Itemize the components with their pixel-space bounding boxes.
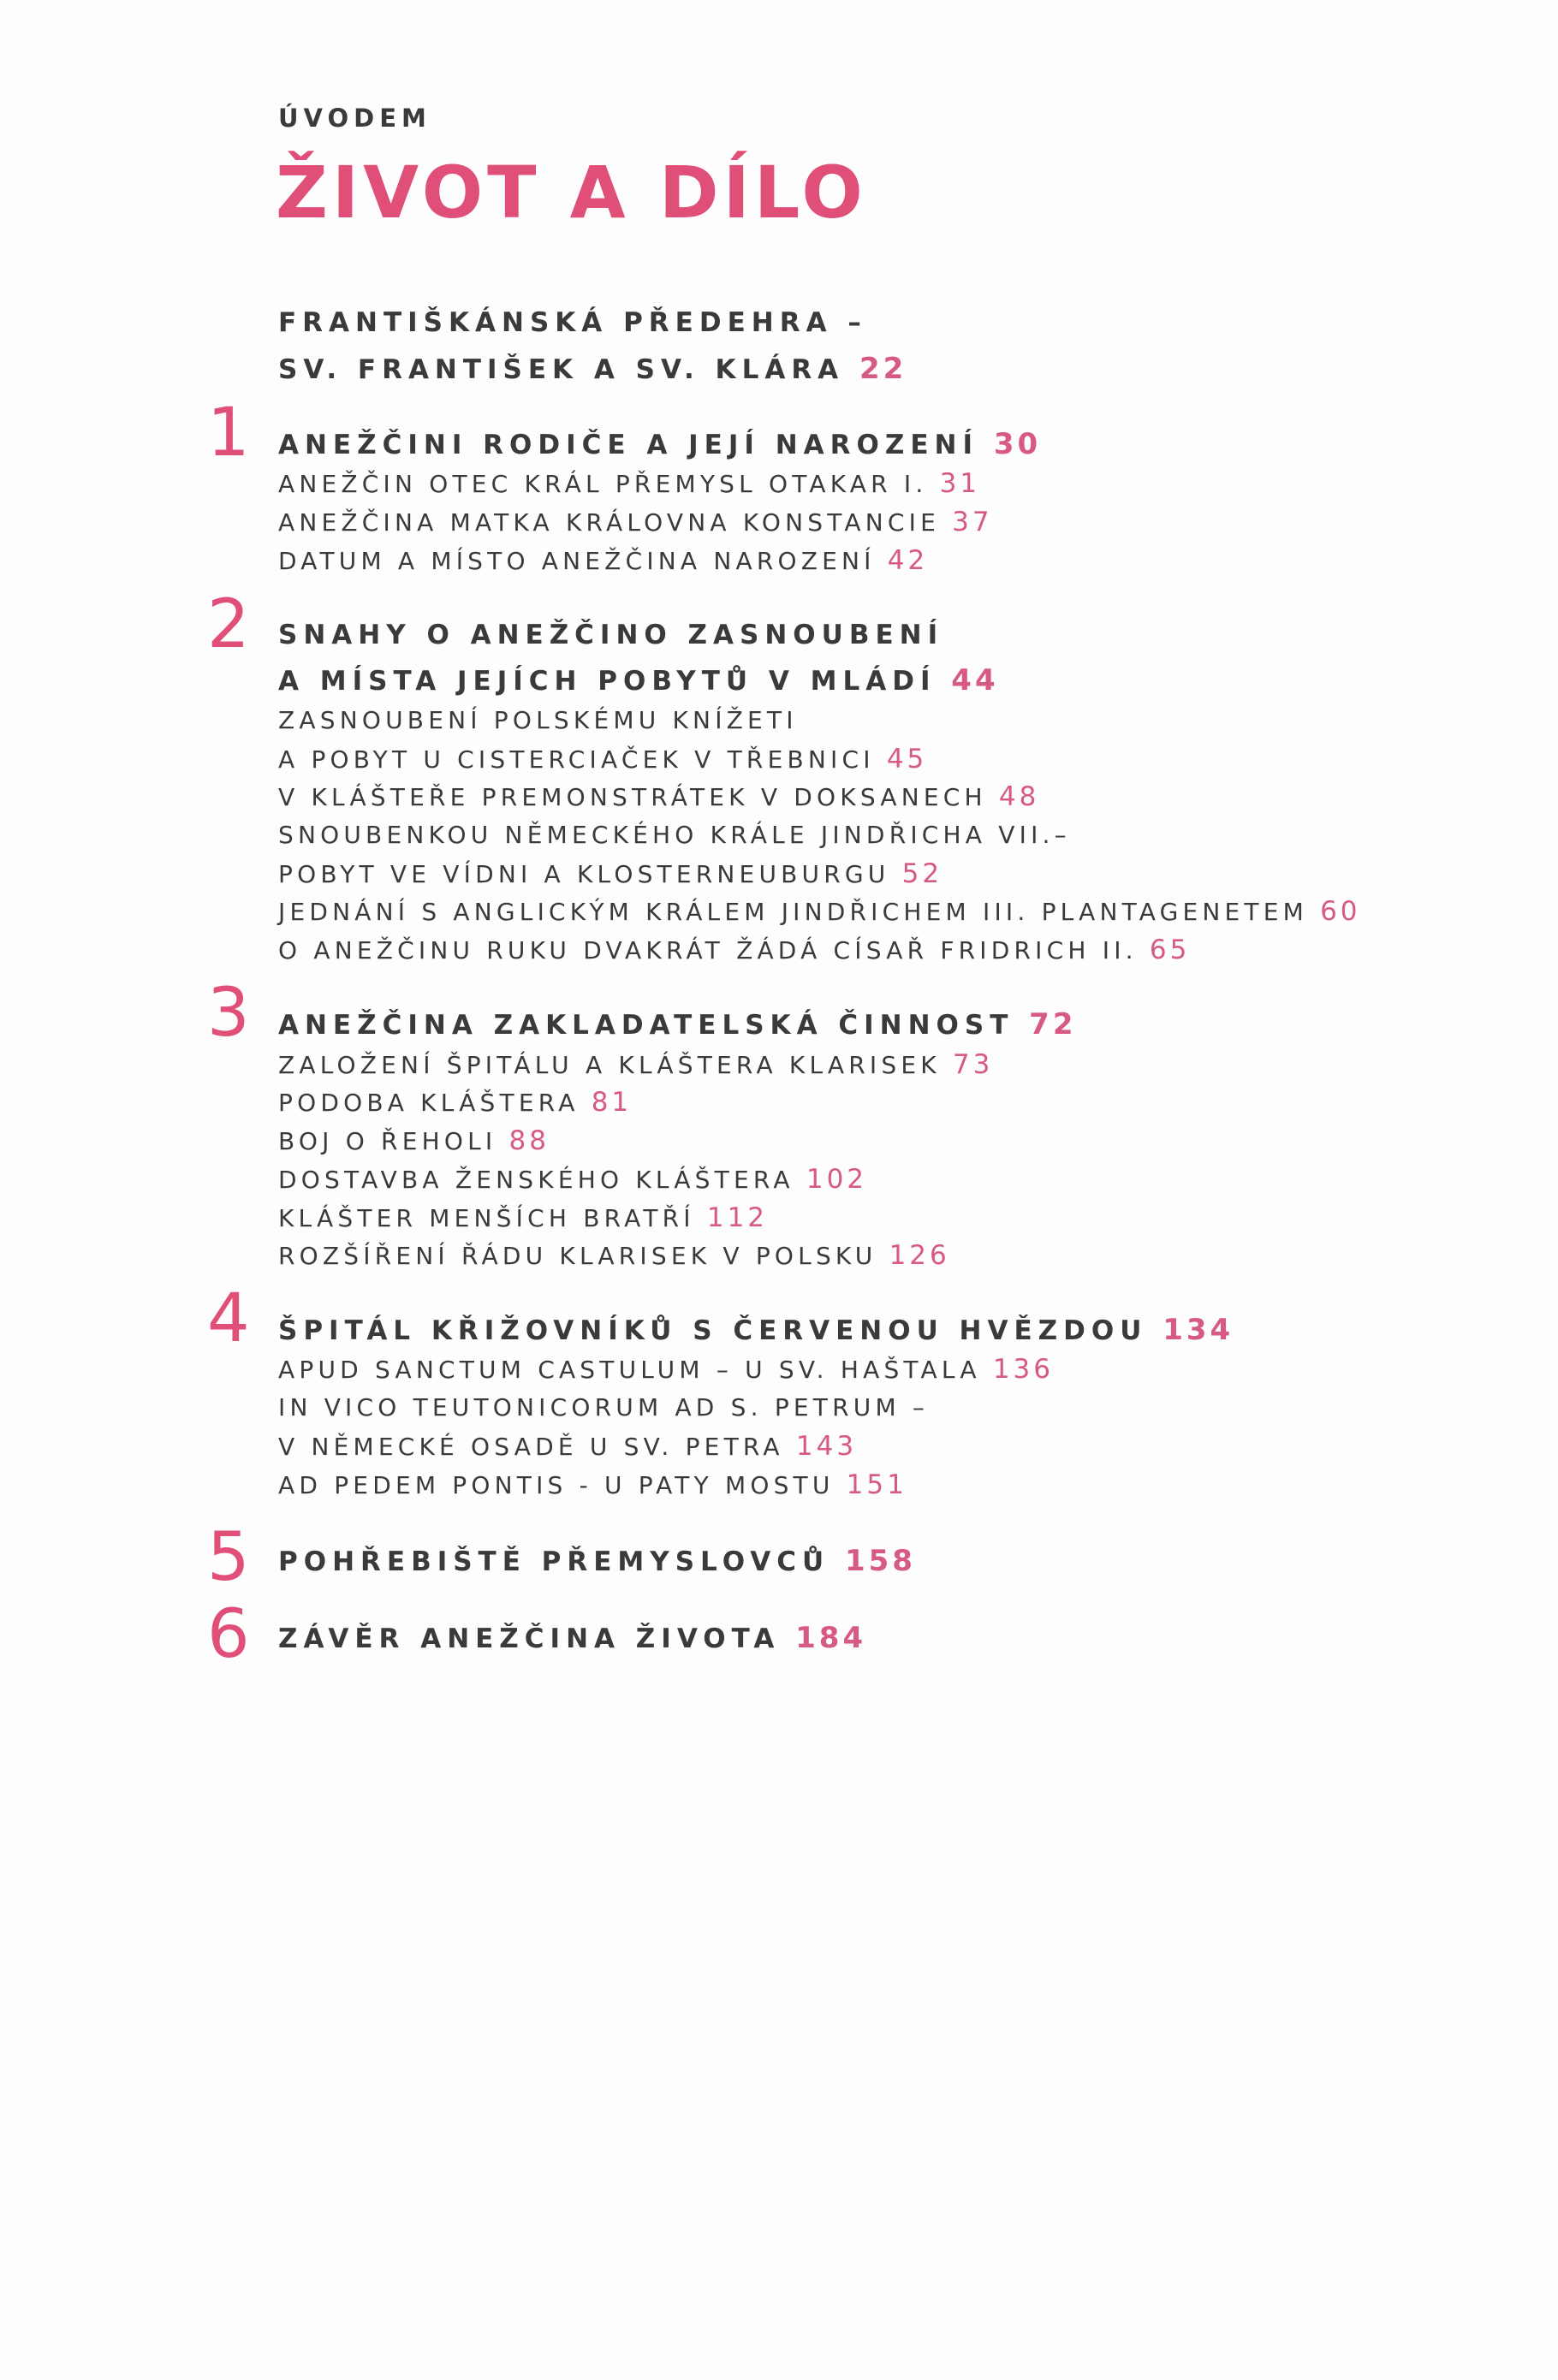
toc-entry [278, 542, 928, 580]
toc-entry-page: 151 [846, 1469, 907, 1500]
toc-entry-page: 48 [998, 781, 1040, 812]
chapter-3-title-text: ANEŽČINA ZAKLADATELSKÁ ČINNOST [278, 1010, 1014, 1041]
toc-entry-page: 143 [795, 1431, 858, 1462]
toc-entry-text: IN VICO TEUTONICORUM AD S. PETRUM – [278, 1393, 930, 1421]
chapter-number-6: 6 [207, 1596, 250, 1673]
toc-entry [278, 1083, 632, 1122]
toc-entry [278, 1350, 1054, 1389]
toc-entry-page: 52 [901, 858, 943, 889]
chapter-6-page: 184 [795, 1621, 867, 1655]
chapter-number-2: 2 [207, 586, 250, 663]
toc-entry-page: 102 [806, 1164, 868, 1195]
toc-entry-text: AD PEDEM PONTIS - U PATY MOSTU [278, 1471, 835, 1499]
toc-entry-page: 81 [591, 1087, 633, 1118]
toc-entry-page: 112 [706, 1202, 769, 1233]
toc-entry-text: KLÁŠTER MENŠÍCH BRATŘÍ [278, 1204, 695, 1232]
chapter-1-title [278, 425, 1041, 464]
chapter-4-title-text: ŠPITÁL KŘIŽOVNÍKŮ S ČERVENOU HVĚZDOU [278, 1315, 1148, 1346]
chapter-3-title [278, 1006, 1077, 1044]
toc-entry [278, 931, 1190, 970]
chapter-5-title-text: POHŘEBIŠTĚ PŘEMYSLOVCŮ [278, 1546, 830, 1577]
toc-entry-page: 42 [887, 545, 929, 576]
toc-entry-text: SNOUBENKOU NĚMECKÉHO KRÁLE JINDŘICHA VII.– [278, 821, 1071, 849]
toc-entry [278, 1237, 950, 1275]
chapter-5-title [278, 1542, 916, 1581]
toc-entry-text: ANEŽČIN OTEC KRÁL PŘEMYSL OTAKAR I. [278, 470, 928, 498]
toc-entry [278, 1160, 867, 1199]
chapter-5-page: 158 [844, 1544, 916, 1578]
prelude-title-line2-text: SV. FRANTIŠEK A SV. KLÁRA [278, 354, 845, 385]
toc-entry-text: POBYT VE VÍDNI A KLOSTERNEUBURGU [278, 860, 890, 888]
chapter-1-title-text: ANEŽČINI RODIČE A JEJÍ NAROZENÍ [278, 430, 979, 460]
prelude-page-number: 22 [859, 352, 907, 386]
toc-entry [278, 740, 927, 779]
toc-entry-text: ANEŽČINA MATKA KRÁLOVNA KONSTANCIE [278, 508, 941, 537]
toc-entry-text: ROZŠÍŘENÍ ŘÁDU KLARISEK V POLSKU [278, 1242, 877, 1270]
toc-entry [278, 816, 1071, 854]
toc-entry [278, 1389, 929, 1427]
chapter-2-title-line1 [278, 616, 943, 654]
toc-entry [278, 465, 980, 503]
chapter-2-title-line1-text: SNAHY O ANEŽČINO ZASNOUBENÍ [278, 620, 944, 650]
toc-entry [278, 778, 1039, 816]
toc-entry-text: ZASNOUBENÍ POLSKÉMU KNÍŽETI [278, 706, 798, 734]
toc-entry-page: 73 [952, 1049, 994, 1080]
chapter-6-title [278, 1619, 866, 1658]
toc-entry [278, 1199, 768, 1237]
toc-entry-page: 37 [952, 507, 993, 537]
toc-entry [278, 855, 943, 893]
toc-entry-page: 31 [939, 468, 981, 499]
toc-entry-text: APUD SANCTUM CASTULUM – U SV. HAŠTALA [278, 1356, 981, 1384]
chapter-2-title-line2-text: A MÍSTA JEJÍCH POBYTŮ V MLÁDÍ [278, 666, 937, 697]
toc-entry-text: V NĚMECKÉ OSADĚ U SV. PETRA [278, 1433, 784, 1461]
chapter-number-1: 1 [207, 395, 250, 472]
toc-entry-text: V KLÁŠTEŘE PREMONSTRÁTEK V DOKSANECH [278, 783, 987, 811]
chapter-4-page: 134 [1163, 1313, 1234, 1347]
toc-entry-text: A POBYT U CISTERCIAČEK V TŘEBNICI [278, 745, 875, 774]
toc-entry-text: O ANEŽČINU RUKU DVAKRÁT ŽÁDÁ CÍSAŘ FRIDRICH II. [278, 936, 1138, 964]
toc-entry-text: DOSTAVBA ŽENSKÉHO KLÁŠTERA [278, 1166, 794, 1194]
prelude-title-line2 [278, 350, 907, 389]
chapter-2-title-line2 [278, 662, 999, 700]
toc-entry [278, 503, 993, 542]
toc-entry [278, 1122, 550, 1160]
toc-entry [278, 1466, 907, 1505]
toc-entry-page: 60 [1320, 896, 1361, 927]
toc-entry [278, 1046, 993, 1084]
chapter-1-page: 30 [993, 427, 1042, 461]
chapter-3-page: 72 [1029, 1007, 1077, 1042]
chapter-number-5: 5 [207, 1519, 250, 1596]
section-label: ÚVODEM [278, 104, 431, 133]
toc-entry-text: DATUM A MÍSTO ANEŽČINA NAROZENÍ [278, 547, 876, 575]
toc-entry-page: 136 [992, 1354, 1054, 1385]
chapter-4-title [278, 1311, 1234, 1350]
toc-entry-page: 88 [508, 1125, 550, 1156]
prelude-title-line1 [278, 304, 867, 341]
chapter-number-4: 4 [207, 1280, 250, 1357]
toc-entry-text: ZALOŽENÍ ŠPITÁLU A KLÁŠTERA KLARISEK [278, 1051, 941, 1079]
page-title: ŽIVOT A DÍLO [276, 151, 867, 234]
chapter-number-3: 3 [207, 975, 250, 1052]
toc-entry-page: 126 [889, 1240, 950, 1271]
toc-entry-text: JEDNÁNÍ S ANGLICKÝM KRÁLEM JINDŘICHEM III. PLANTAGENETEM [278, 898, 1308, 926]
prelude-title-line1-text: FRANTIŠKÁNSKÁ PŘEDEHRA – [278, 307, 867, 338]
toc-entry [278, 1427, 857, 1466]
toc-entry-text: BOJ O ŘEHOLI [278, 1127, 497, 1155]
toc-entry-text: PODOBA KLÁŠTERA [278, 1089, 580, 1117]
chapter-2-page: 44 [951, 663, 999, 697]
toc-entry [278, 893, 1361, 931]
toc-entry-page: 45 [886, 744, 928, 775]
chapter-6-title-text: ZÁVĚR ANEŽČINA ŽIVOTA [278, 1623, 781, 1654]
toc-entry-page: 65 [1149, 935, 1191, 965]
toc-entry [278, 702, 798, 739]
